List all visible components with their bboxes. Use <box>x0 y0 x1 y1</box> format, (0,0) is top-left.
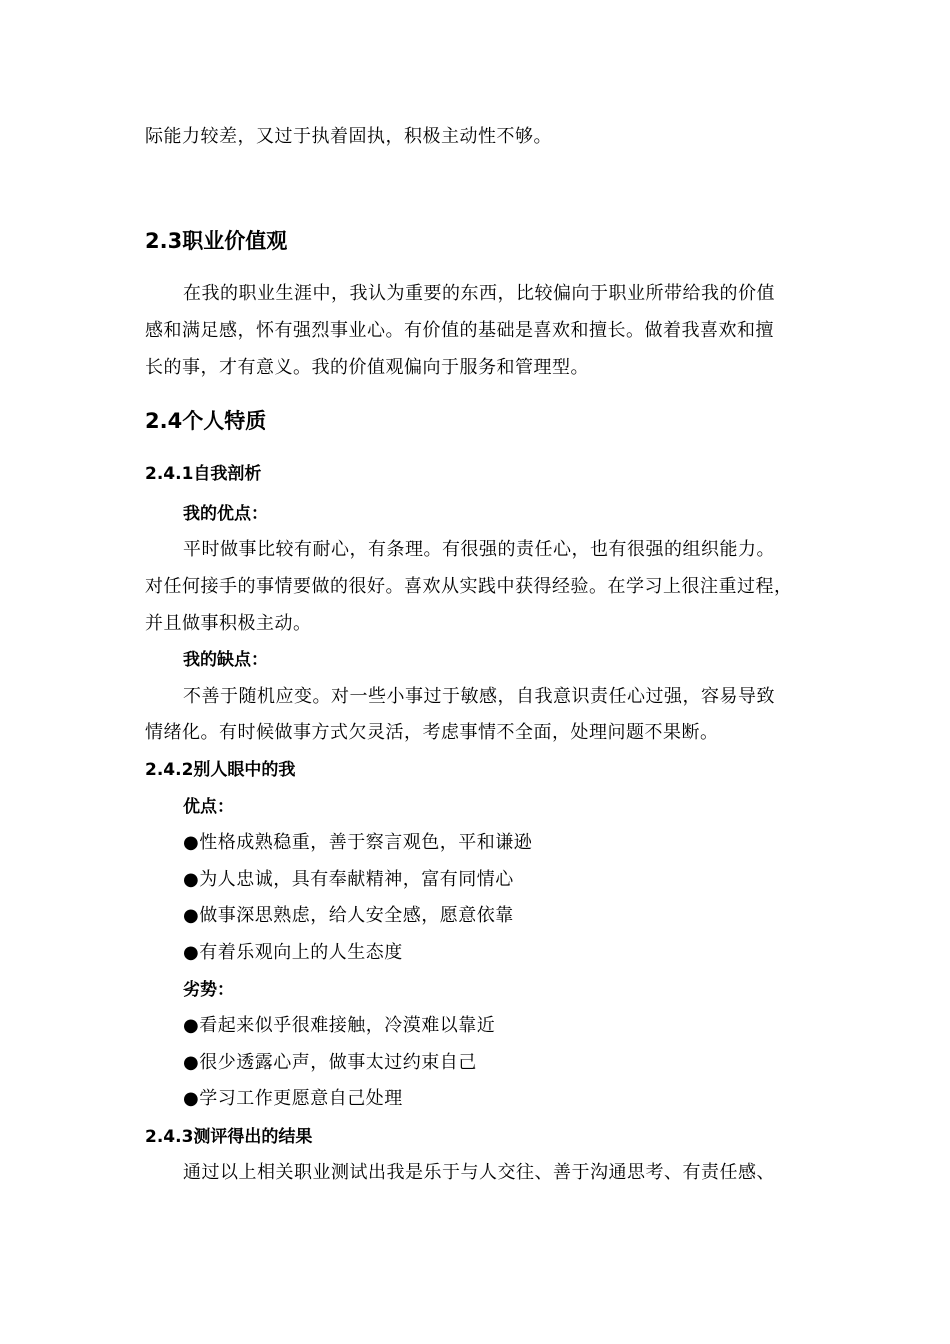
subsection-heading-2-4-1: 2.4.1自我剖析 <box>145 464 262 484</box>
paragraph-line: 情绪化。有时候做事方式欠灵活，考虑事情不全面，处理问题不果断。 <box>145 722 719 743</box>
paragraph-line: 长的事，才有意义。我的价值观偏向于服务和管理型。 <box>145 357 589 378</box>
weaknesses-label: 劣势： <box>183 980 234 1000</box>
merits-label: 我的优点： <box>183 504 268 524</box>
paragraph-line: 并且做事积极主动。 <box>145 613 312 634</box>
list-item: ●做事深思熟虑，给人安全感，愿意依靠 <box>183 905 514 926</box>
list-item: ●为人忠诚，具有奉献精神，富有同情心 <box>183 869 514 890</box>
list-item: ●很少透露心声，做事太过约束自己 <box>183 1052 477 1073</box>
list-item: ●看起来似乎很难接触，冷漠难以靠近 <box>183 1015 496 1036</box>
paragraph-line: 不善于随机应变。对一些小事过于敏感，自我意识责任心过强，容易导致 <box>183 686 775 707</box>
section-heading-2-4: 2.4个人特质 <box>145 409 267 433</box>
subsection-heading-2-4-2: 2.4.2别人眼中的我 <box>145 760 296 780</box>
list-item: ●学习工作更愿意自己处理 <box>183 1088 403 1109</box>
paragraph-line: 感和满足感，怀有强烈事业心。有价值的基础是喜欢和擅长。做着我喜欢和擅 <box>145 320 774 341</box>
flaws-label: 我的缺点： <box>183 650 268 670</box>
list-item: ●性格成熟稳重，善于察言观色，平和谦逊 <box>183 832 533 853</box>
paragraph-line: 对任何接手的事情要做的很好。喜欢从实践中获得经验。在学习上很注重过程， <box>145 576 793 597</box>
subsection-heading-2-4-3: 2.4.3测评得出的结果 <box>145 1127 313 1147</box>
strengths-label: 优点： <box>183 797 234 817</box>
paragraph-line: 在我的职业生涯中，我认为重要的东西，比较偏向于职业所带给我的价值 <box>183 283 775 304</box>
paragraph-line: 通过以上相关职业测试出我是乐于与人交往、善于沟通思考、有责任感、 <box>183 1162 775 1183</box>
section-heading-2-3: 2.3职业价值观 <box>145 229 288 253</box>
list-item: ●有着乐观向上的人生态度 <box>183 942 403 963</box>
paragraph-line: 际能力较差，又过于执着固执，积极主动性不够。 <box>145 126 552 147</box>
paragraph-line: 平时做事比较有耐心，有条理。有很强的责任心，也有很强的组织能力。 <box>183 539 775 560</box>
